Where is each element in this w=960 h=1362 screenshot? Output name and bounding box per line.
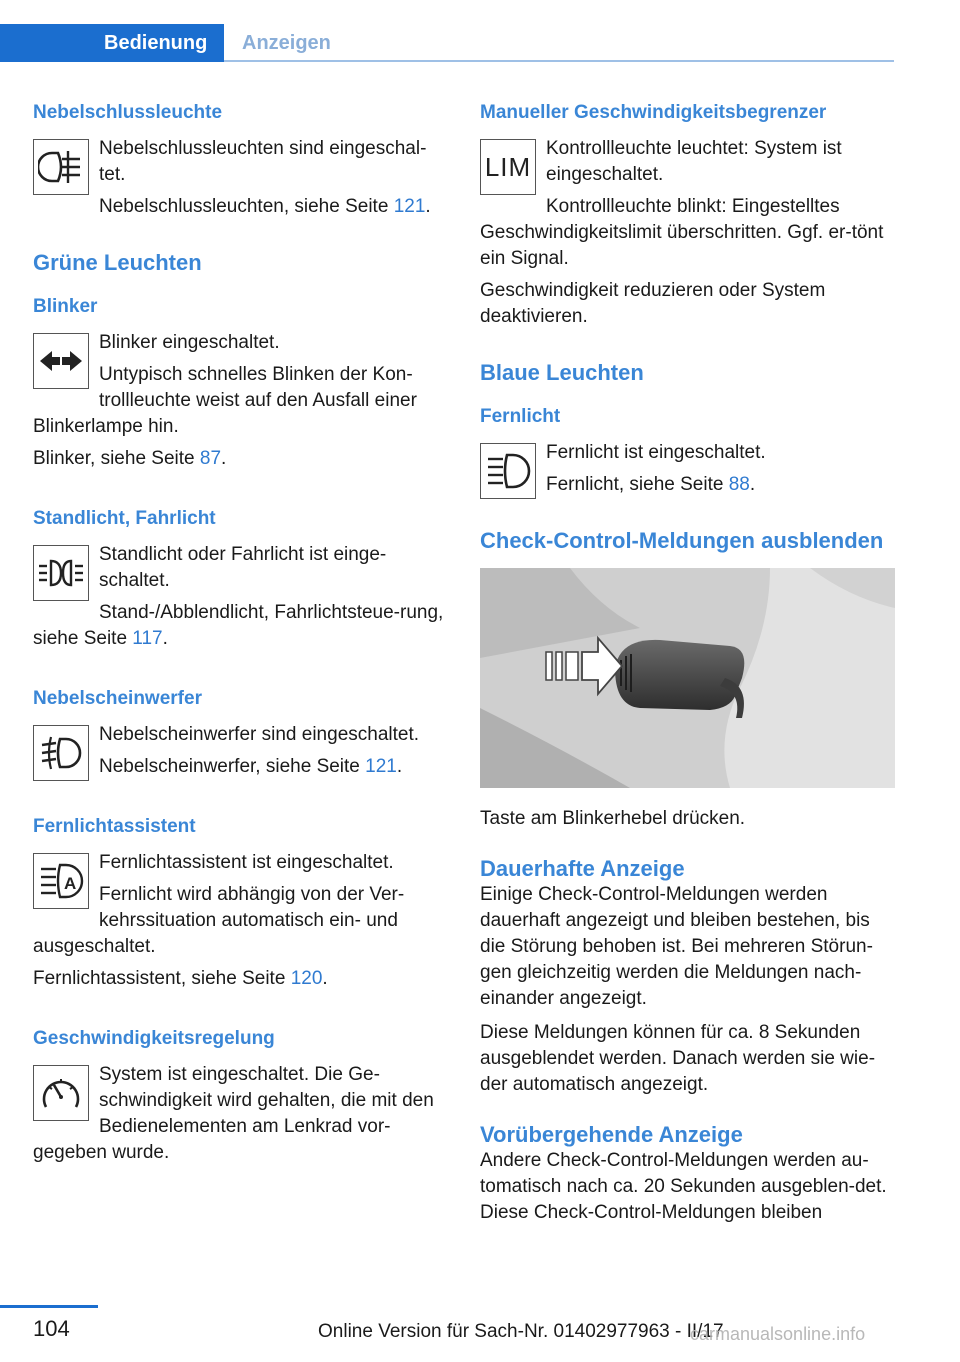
heading-voruebergehende-anzeige: Vorübergehende Anzeige [480, 1122, 743, 1147]
text: Blinker eingeschaltet. [99, 332, 280, 353]
entry-geschwindigkeitsregelung [33, 1062, 448, 1172]
speed-limiter-icon [480, 139, 536, 195]
text: Kontrollleuchte leuchtet: System ist eingeschaltet. [546, 138, 842, 185]
text-ref: Nebelschlussleuchten, siehe Seite 121. [99, 196, 431, 217]
tab-anzeigen[interactable]: Anzeigen [242, 32, 331, 54]
text: System ist eingeschaltet. Die Ge‐schwindigkeit wird gehalten, die mit den Bedienelementen am Lenkrad vor‐gegeben wurde. [33, 1064, 434, 1163]
text: Fernlicht ist eingeschaltet. [546, 442, 766, 463]
text: Geschwindigkeit reduzieren oder System deaktivieren. [480, 280, 826, 327]
photo-caption: Taste am Blinkerhebel drücken. [480, 808, 746, 829]
page-link[interactable]: 87 [199, 448, 222, 469]
text-ref: Fernlichtassistent, siehe Seite 120. [33, 968, 328, 989]
entry-begrenzer [480, 136, 895, 336]
left-column [33, 100, 448, 1172]
page-link[interactable]: 121 [393, 196, 426, 217]
text: Nebelschlussleuchten sind eingeschal‐tet. [99, 138, 427, 185]
section-title-begrenzer: Manueller Geschwindigkeitsbegrenzer [480, 102, 827, 123]
blinker-lever-photo [480, 568, 895, 788]
page-number: 104 [33, 1316, 70, 1341]
turn-signal-icon [33, 333, 89, 389]
section-title-standlicht: Standlicht, Fahrlicht [33, 508, 216, 529]
text: Fernlicht wird abhängig von der Ver‐kehrssituation automatisch ein- und ausgeschaltet. [33, 884, 405, 957]
text-ref: Stand-/Abblendlicht, Fahrlichtsteue‐rung, siehe Seite 117. [33, 602, 444, 649]
entry-fernlichtassistent [33, 850, 448, 998]
text: Nebelscheinwerfer sind eingeschaltet. [99, 724, 420, 745]
text: Diese Meldungen können für ca. 8 Sekunden ausgeblendet werden. Danach werden sie wie‐der automatisch angezeigt. [480, 1022, 876, 1095]
online-version-text: Online Version für Sach-Nr. 01402977963 - II/17 [318, 1321, 724, 1342]
section-title-fernlichtassistent: Fernlichtassistent [33, 816, 196, 837]
page-link[interactable]: 117 [132, 628, 163, 649]
header-rule [224, 60, 894, 62]
text: Fernlichtassistent ist eingeschaltet. [99, 852, 394, 873]
text: Kontrollleuchte blinkt: Eingestelltes Geschwindigkeitslimit überschritten. Ggf. er‐tönt ein Signal. [480, 196, 884, 269]
entry-nebelschlussleuchte [33, 136, 448, 226]
entry-blinker [33, 330, 448, 478]
text-ref: Blinker, siehe Seite 87. [33, 448, 227, 469]
heading-gruene-leuchten: Grüne Leuchten [33, 250, 202, 275]
high-beam-assistant-icon [33, 853, 89, 909]
entry-fernlicht [480, 440, 895, 504]
right-column [480, 100, 895, 1226]
svg-text:A: A [64, 874, 77, 893]
parking-light-icon [33, 545, 89, 601]
rear-fog-light-icon [33, 139, 89, 195]
tab-bedienung[interactable]: Bedienung [0, 24, 224, 62]
section-title-nebelscheinwerfer: Nebelscheinwerfer [33, 688, 202, 709]
page-link[interactable]: 88 [728, 474, 750, 495]
footer-rule [0, 1305, 98, 1308]
section-title-blinker: Blinker [33, 296, 98, 317]
entry-standlicht [33, 542, 448, 658]
heading-check-control: Check-Control-Meldungen ausblenden [480, 528, 884, 553]
high-beam-icon [480, 443, 536, 499]
text: Andere Check-Control-Meldungen werden au‐tomatisch nach ca. 20 Sekunden ausgeblen‐det. Diese Check-Control-Meldungen bleiben [480, 1150, 887, 1223]
front-fog-light-icon [33, 725, 89, 781]
page-link[interactable]: 120 [290, 968, 323, 989]
text: Untypisch schnelles Blinken der Kon‐trollleuchte weist auf den Ausfall einer Blinkerlampe hin. [33, 364, 417, 437]
heading-blaue-leuchten: Blaue Leuchten [480, 360, 644, 385]
entry-nebelscheinwerfer [33, 722, 448, 786]
section-title-geschwindigkeitsregelung: Geschwindigkeitsregelung [33, 1028, 275, 1049]
heading-dauerhafte-anzeige: Dauerhafte Anzeige [480, 856, 685, 881]
cruise-control-icon [33, 1065, 89, 1121]
section-title-fernlicht: Fernlicht [480, 406, 561, 427]
watermark: carmanualsonline.info [690, 1324, 866, 1344]
text: Einige Check-Control-Meldungen werden dauerhaft angezeigt und bleiben bestehen, bis die Störung behoben ist. Bei mehreren Störun‐gen gleichzeitig werden die Meldungen nach‐einander angezeigt. [480, 884, 873, 1009]
section-title-nebelschlussleuchte: Nebelschlussleuchte [33, 102, 223, 123]
lim-label: LIM [484, 151, 532, 182]
text: Standlicht oder Fahrlicht ist einge‐schaltet. [99, 544, 387, 591]
page-link[interactable]: 121 [365, 756, 397, 777]
text-ref: Nebelscheinwerfer, siehe Seite 121. [99, 756, 403, 777]
header [0, 0, 960, 62]
text-ref: Fernlicht, siehe Seite 88. [546, 474, 756, 495]
